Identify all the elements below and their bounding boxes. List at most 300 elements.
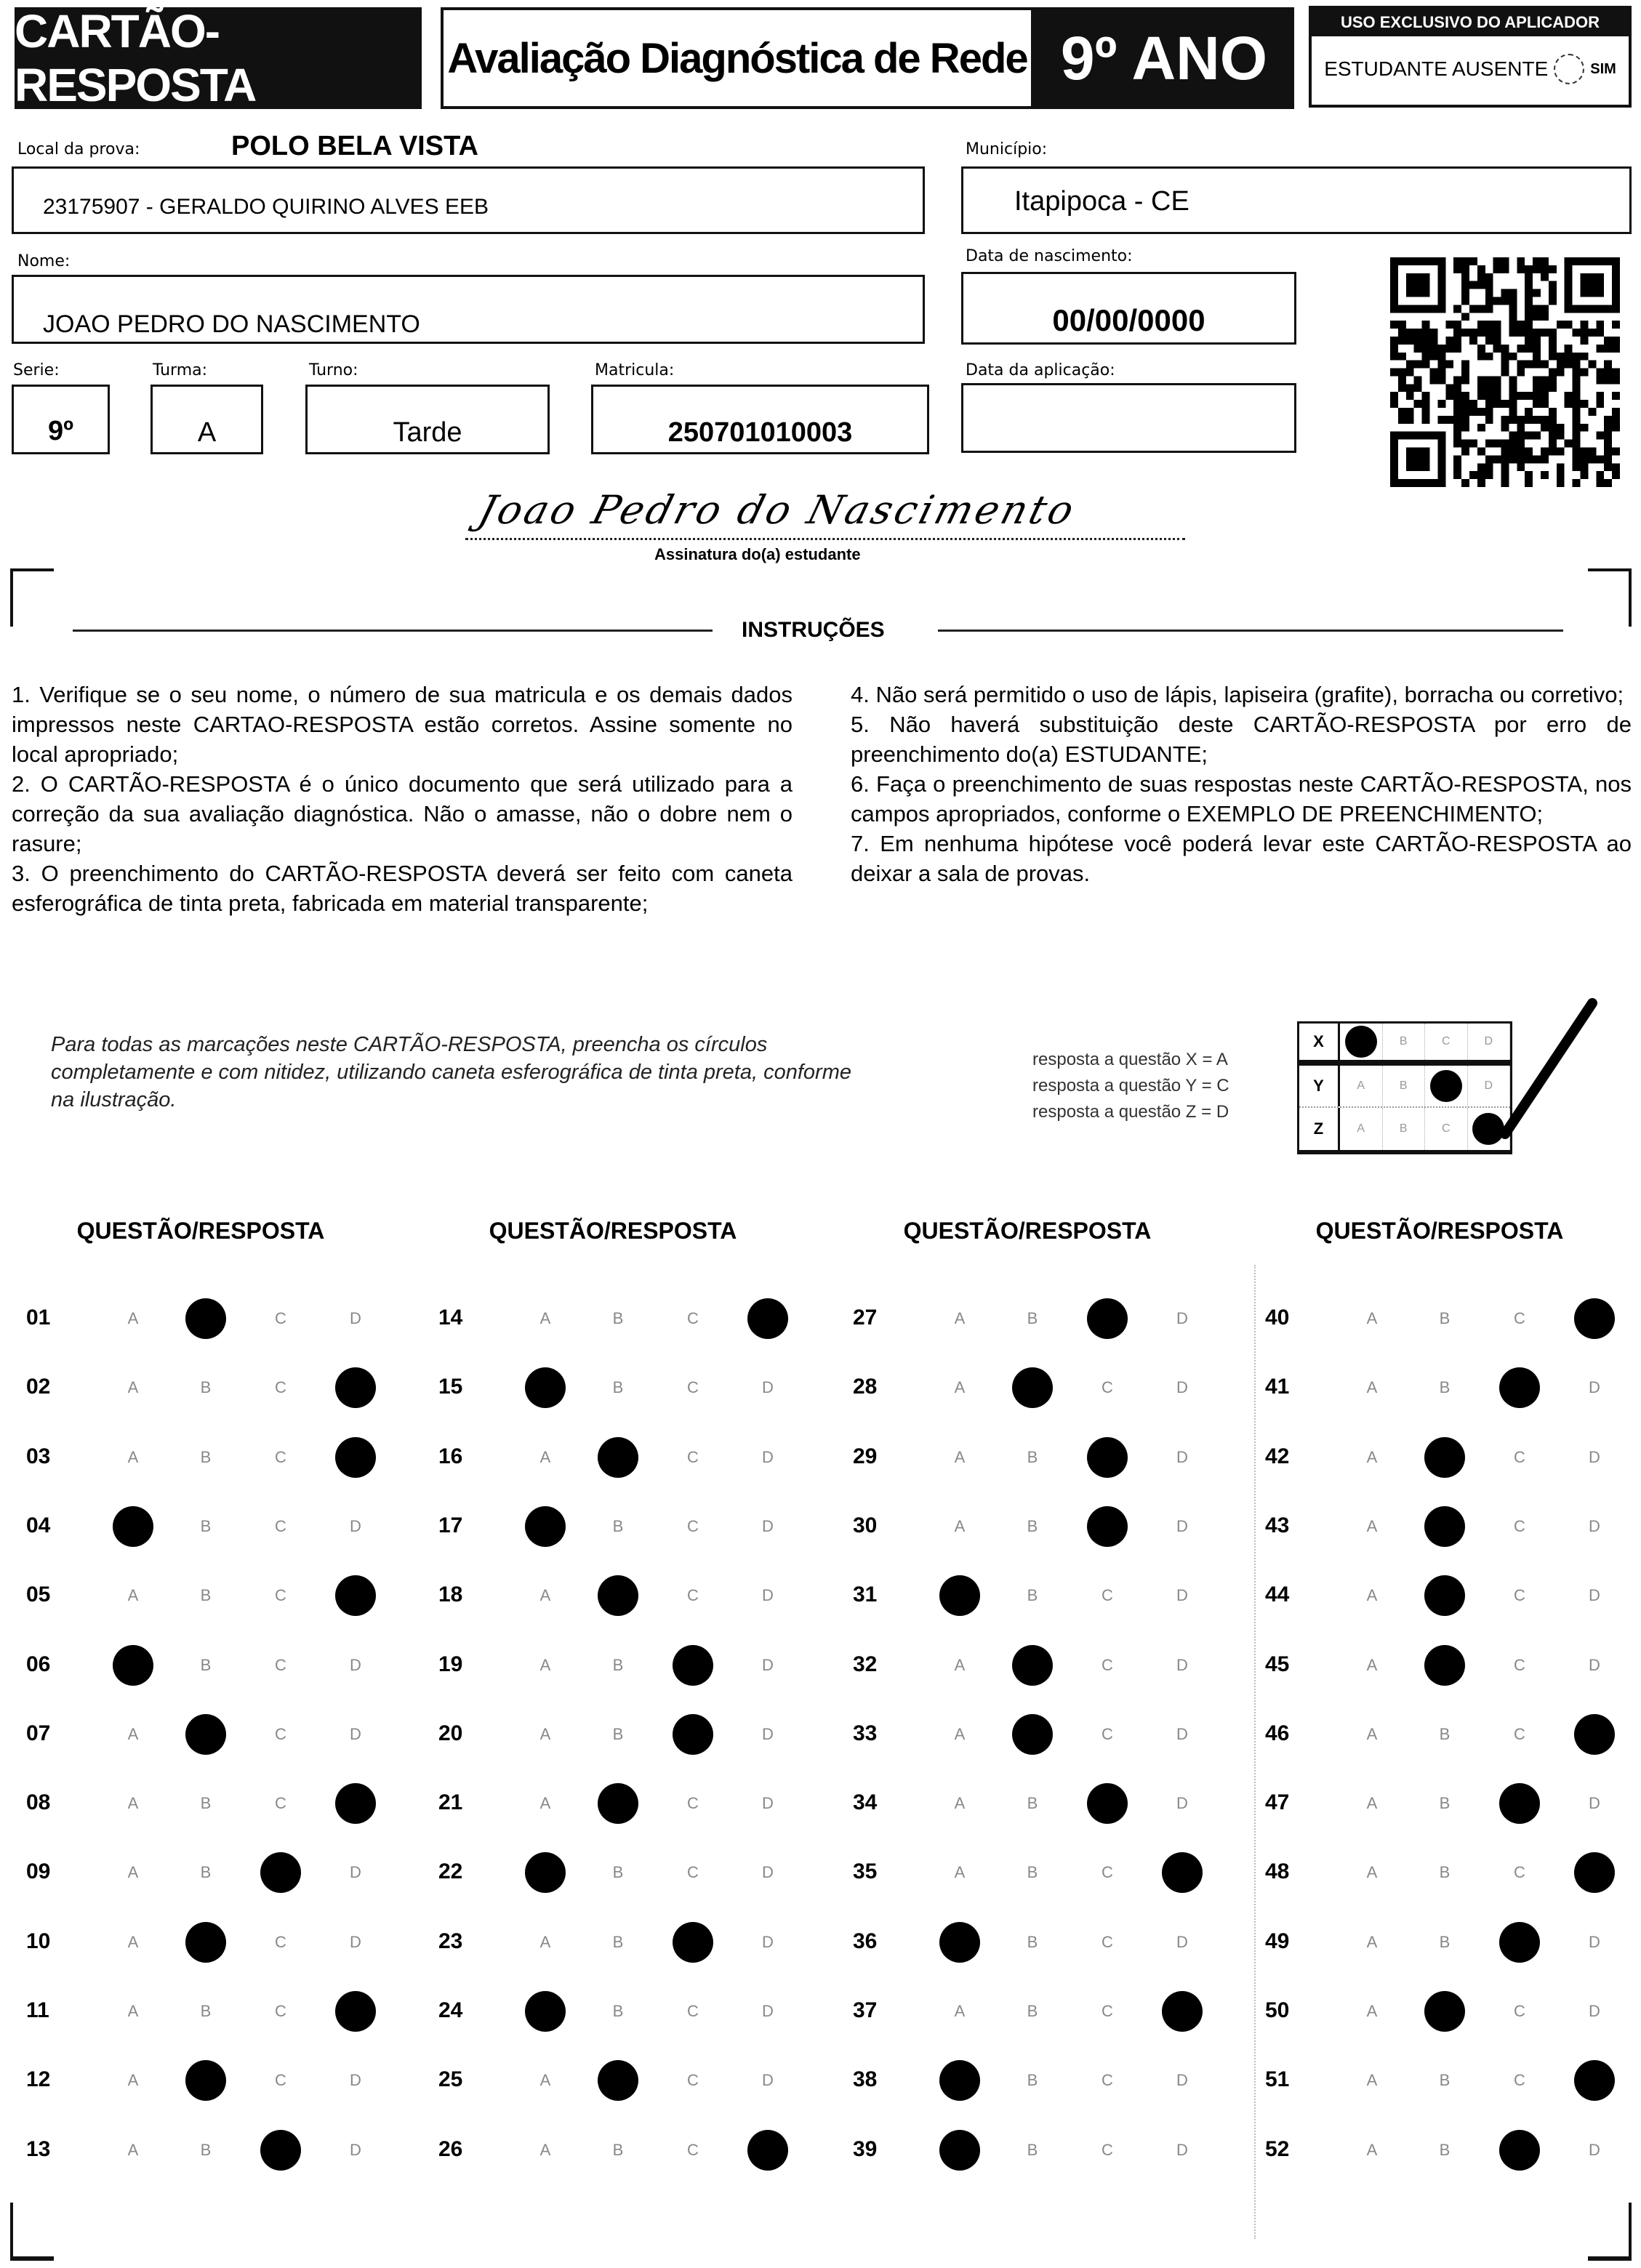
- answer-bubble-c[interactable]: C: [687, 1516, 699, 1535]
- answer-bubble-d[interactable]: D: [1176, 1447, 1188, 1466]
- nome-value: JOAO PEDRO DO NASCIMENTO: [43, 310, 420, 338]
- answer-bubble-d[interactable]: D: [762, 2071, 774, 2090]
- answer-bubble-b[interactable]: B: [1439, 1309, 1451, 1327]
- answer-bubble-d[interactable]: D: [762, 1724, 774, 1743]
- question-number: 17: [438, 1513, 463, 1537]
- answer-bubble-b[interactable]: B: [185, 1714, 226, 1755]
- question-row: [438, 1574, 817, 1617]
- answer-bubble-a[interactable]: A: [954, 1863, 966, 1882]
- question-number: 48: [1265, 1859, 1290, 1884]
- answer-bubble-c[interactable]: C: [687, 1586, 699, 1605]
- answer-bubble-b[interactable]: B: [598, 1783, 638, 1824]
- instruction-item: 5. Não haverá substituição deste CARTÃO-RESPOSTA por erro de preenchimento do(a) ESTUDANTE;: [851, 712, 1632, 767]
- question-number: 49: [1265, 1929, 1290, 1953]
- answer-bubble-c[interactable]: C: [1514, 1516, 1525, 1535]
- answer-bubble-b[interactable]: B: [200, 2140, 212, 2159]
- answer-bubble-b[interactable]: B: [1424, 1506, 1465, 1547]
- instruction-item: 4. Não será permitido o uso de lápis, lapiseira (grafite), borracha ou corretivo;: [851, 682, 1624, 707]
- answer-bubble-d[interactable]: D: [1589, 1794, 1600, 1813]
- answer-bubble-c[interactable]: C: [260, 2130, 301, 2171]
- question-row: [438, 1851, 817, 1894]
- question-row: [853, 2128, 1231, 2172]
- answer-bubble-b[interactable]: B: [1439, 1932, 1451, 1951]
- answer-bubble-c[interactable]: C: [1102, 1932, 1113, 1951]
- answer-bubble-c[interactable]: C: [673, 1922, 713, 1963]
- answer-bubble-b[interactable]: B: [1424, 1991, 1465, 2032]
- column-header: QUESTÃO/RESPOSTA: [76, 1218, 325, 1244]
- answer-bubble-a[interactable]: A: [539, 1655, 551, 1674]
- answers-right-border: [1254, 1265, 1256, 2239]
- answer-bubble-a[interactable]: A: [1366, 1447, 1378, 1466]
- nascimento-value: 00/00/0000: [1052, 303, 1205, 337]
- answer-bubble-b[interactable]: B: [1439, 2140, 1451, 2159]
- answer-bubble-a[interactable]: A: [113, 1506, 153, 1547]
- question-row: [853, 1505, 1231, 1548]
- question-number: 18: [438, 1583, 463, 1607]
- example-bubble: A: [1340, 1108, 1383, 1150]
- answer-bubble-d[interactable]: D: [762, 1863, 774, 1882]
- answer-bubble-d[interactable]: D: [335, 1437, 376, 1478]
- question-row: [438, 1921, 817, 1964]
- answer-bubble-d[interactable]: D: [1176, 1586, 1188, 1605]
- answer-bubble-d[interactable]: D: [1574, 1852, 1615, 1893]
- answer-bubble-a[interactable]: A: [525, 1506, 566, 1547]
- answer-bubble-b[interactable]: B: [612, 1724, 624, 1743]
- answer-bubble-b[interactable]: B: [200, 1655, 212, 1674]
- answer-bubble-a[interactable]: A: [127, 1447, 139, 1466]
- answer-bubble-d[interactable]: D: [1176, 1309, 1188, 1327]
- answer-bubble-c[interactable]: C: [1514, 2002, 1525, 2020]
- answer-bubble-d[interactable]: D: [350, 1932, 361, 1951]
- answer-bubble-a[interactable]: A: [939, 1922, 980, 1963]
- answer-bubble-c[interactable]: C: [687, 1447, 699, 1466]
- answer-bubble-a[interactable]: A: [1366, 1863, 1378, 1882]
- answer-bubble-a[interactable]: A: [939, 1575, 980, 1616]
- answer-bubble-a[interactable]: A: [1366, 2140, 1378, 2159]
- card-title: CARTÃO-RESPOSTA: [15, 7, 422, 109]
- pen-icon: [1483, 996, 1607, 1149]
- answer-bubble-b[interactable]: B: [200, 1378, 212, 1397]
- answer-bubble-b[interactable]: B: [1439, 1378, 1451, 1397]
- answer-bubble-c[interactable]: C: [1102, 1586, 1113, 1605]
- answer-bubble-d[interactable]: D: [762, 1586, 774, 1605]
- question-row: [853, 1644, 1231, 1687]
- answer-bubble-c[interactable]: C: [1102, 1655, 1113, 1674]
- answer-bubble-c[interactable]: C: [673, 1714, 713, 1755]
- answer-bubble-c[interactable]: C: [1499, 1922, 1540, 1963]
- answer-bubble-d[interactable]: D: [762, 2002, 774, 2020]
- example-bubble: D: [1468, 1024, 1511, 1060]
- answer-bubble-c[interactable]: C: [1514, 1724, 1525, 1743]
- answer-bubble-b[interactable]: B: [612, 1309, 624, 1327]
- answer-bubble-c[interactable]: C: [275, 2071, 286, 2090]
- example-bubble: B: [1383, 1066, 1426, 1106]
- answer-bubble-c[interactable]: C: [687, 1378, 699, 1397]
- answer-bubble-a[interactable]: A: [539, 1932, 551, 1951]
- answer-bubble-d[interactable]: D: [350, 1724, 361, 1743]
- question-row: [26, 1921, 404, 1964]
- answer-bubble-b[interactable]: B: [200, 2002, 212, 2020]
- question-number: 16: [438, 1444, 463, 1468]
- answer-bubble-b[interactable]: B: [1439, 2071, 1451, 2090]
- answer-bubble-c[interactable]: C: [275, 2002, 286, 2020]
- answer-bubble-d[interactable]: D: [762, 1655, 774, 1674]
- answer-bubble-c[interactable]: C: [275, 1724, 286, 1743]
- question-number: 37: [853, 1998, 878, 2022]
- answer-bubble-a[interactable]: A: [954, 1655, 966, 1674]
- question-row: [853, 1574, 1231, 1617]
- answer-bubble-a[interactable]: A: [539, 2140, 551, 2159]
- question-number: 26: [438, 2136, 463, 2161]
- answer-bubble-d[interactable]: D: [1176, 1378, 1188, 1397]
- answer-bubble-b[interactable]: B: [612, 1932, 624, 1951]
- answer-bubble-a[interactable]: A: [1366, 1516, 1378, 1535]
- answer-bubble-a[interactable]: A: [1366, 1309, 1378, 1327]
- answer-bubble-b[interactable]: B: [200, 1794, 212, 1813]
- answer-bubble-b[interactable]: B: [185, 1922, 226, 1963]
- absent-label: ESTUDANTE AUSENTE: [1324, 57, 1549, 80]
- answer-bubble-a[interactable]: A: [1366, 1378, 1378, 1397]
- example-text: Para todas as marcações neste CARTÃO-RESPOSTA, preencha os círculos completamente e com nitidez, utilizando caneta esferográfica de tinta preta, conforme na ilustração.: [51, 1033, 851, 1111]
- question-number: 22: [438, 1859, 463, 1884]
- answer-bubble-c[interactable]: C: [1102, 1863, 1113, 1882]
- answer-bubble-a[interactable]: A: [954, 1447, 966, 1466]
- signature: Joao Pedro do Nascimento: [473, 487, 1082, 533]
- answer-bubble-d[interactable]: D: [762, 1447, 774, 1466]
- answer-bubble-a[interactable]: A: [1366, 2071, 1378, 2090]
- answer-bubble-a[interactable]: A: [127, 1794, 139, 1813]
- answer-bubble-a[interactable]: A: [939, 2130, 980, 2171]
- answer-bubble-a[interactable]: A: [525, 1991, 566, 2032]
- answer-bubble-c[interactable]: C: [1102, 2140, 1113, 2159]
- answer-bubble-d[interactable]: D: [1589, 1586, 1600, 1605]
- question-number: 25: [438, 2067, 463, 2092]
- answer-bubble-d[interactable]: D: [1176, 1516, 1188, 1535]
- answer-bubble-b[interactable]: B: [200, 1586, 212, 1605]
- answer-bubble-a[interactable]: A: [539, 1724, 551, 1743]
- answer-bubble-b[interactable]: B: [1424, 1645, 1465, 1686]
- answer-bubble-d[interactable]: D: [1574, 1714, 1615, 1755]
- answer-bubble-c[interactable]: C: [275, 1378, 286, 1397]
- answer-bubble-c[interactable]: C: [687, 1863, 699, 1882]
- answer-bubble-c[interactable]: C: [1514, 1655, 1525, 1674]
- example-bubble: A: [1340, 1066, 1383, 1106]
- answer-bubble-a[interactable]: A: [539, 1447, 551, 1466]
- answer-bubble-d[interactable]: D: [335, 1575, 376, 1616]
- answer-bubble-d[interactable]: D: [1176, 1932, 1188, 1951]
- answer-bubble-b[interactable]: B: [1027, 1516, 1038, 1535]
- answer-bubble-d[interactable]: D: [762, 1378, 774, 1397]
- question-number: 44: [1265, 1583, 1290, 1607]
- answer-bubble-a[interactable]: A: [113, 1645, 153, 1686]
- answer-bubble-d[interactable]: D: [1574, 1298, 1615, 1339]
- answer-bubble-c[interactable]: C: [673, 1645, 713, 1686]
- answer-bubble-c[interactable]: C: [687, 2140, 699, 2159]
- question-number: 15: [438, 1375, 463, 1399]
- question-number: 47: [1265, 1790, 1290, 1815]
- question-row: [853, 1713, 1231, 1756]
- answer-bubble-d[interactable]: D: [1574, 2060, 1615, 2101]
- answer-bubble-c[interactable]: C: [275, 1794, 286, 1813]
- answer-bubble-d[interactable]: D: [1176, 2071, 1188, 2090]
- question-row: [438, 2059, 817, 2102]
- example-lines: [1032, 1047, 1229, 1125]
- answer-bubble-b[interactable]: B: [612, 2002, 624, 2020]
- answer-bubble-d[interactable]: D: [1176, 1794, 1188, 1813]
- answer-bubble-b[interactable]: B: [1027, 1794, 1038, 1813]
- question-row: [1265, 1851, 1641, 1894]
- answer-bubble-a[interactable]: A: [127, 1932, 139, 1951]
- answer-bubble-d[interactable]: D: [350, 2071, 361, 2090]
- answer-bubble-b[interactable]: B: [1012, 1714, 1053, 1755]
- divider: [73, 630, 713, 632]
- turma-field: [151, 385, 263, 454]
- answer-bubble-a[interactable]: A: [1366, 1655, 1378, 1674]
- answer-bubble-a[interactable]: A: [1366, 2002, 1378, 2020]
- answer-bubble-b[interactable]: B: [598, 1437, 638, 1478]
- answer-bubble-d[interactable]: D: [747, 2130, 788, 2171]
- answer-bubble-d[interactable]: D: [335, 1991, 376, 2032]
- applicator-box: [1309, 6, 1632, 108]
- answer-bubble-c[interactable]: C: [687, 1794, 699, 1813]
- turno-value: Tarde: [393, 417, 462, 448]
- municipio-label: Município:: [966, 140, 1048, 158]
- answer-bubble-c[interactable]: C: [275, 1516, 286, 1535]
- answer-bubble-b[interactable]: B: [1439, 1724, 1451, 1743]
- question-number: 50: [1265, 1998, 1290, 2022]
- question-number: 36: [853, 1929, 878, 1953]
- answer-bubble-a[interactable]: A: [954, 1516, 966, 1535]
- answer-bubble-b[interactable]: B: [598, 1575, 638, 1616]
- answer-bubble-c[interactable]: C: [1087, 1783, 1128, 1824]
- answer-bubble-c[interactable]: C: [275, 1447, 286, 1466]
- instruction-item: 1. Verifique se o seu nome, o número de sua matricula e os demais dados impressos neste CARTAO-RESPOSTA estão corretos. Assine somente no local apropriado;: [12, 682, 793, 767]
- answer-bubble-c[interactable]: C: [1102, 2002, 1113, 2020]
- answer-bubble-a[interactable]: A: [127, 1724, 139, 1743]
- answer-bubble-a[interactable]: A: [127, 2071, 139, 2090]
- answer-bubble-c[interactable]: C: [260, 1852, 301, 1893]
- answer-bubble-a[interactable]: A: [539, 2071, 551, 2090]
- answer-bubble-b[interactable]: B: [612, 1378, 624, 1397]
- answer-bubble-b[interactable]: B: [1439, 1863, 1451, 1882]
- question-number: 29: [853, 1444, 878, 1468]
- answer-bubble-c[interactable]: C: [1514, 1447, 1525, 1466]
- answer-bubble-a[interactable]: A: [539, 1794, 551, 1813]
- answer-bubble-a[interactable]: A: [939, 2060, 980, 2101]
- answer-bubble-d[interactable]: D: [1589, 1447, 1600, 1466]
- answer-bubble-b[interactable]: B: [1027, 1586, 1038, 1605]
- question-row: [26, 1574, 404, 1617]
- question-row: [1265, 1366, 1641, 1410]
- answer-bubble-a[interactable]: A: [1366, 1586, 1378, 1605]
- answer-bubble-a[interactable]: A: [127, 1863, 139, 1882]
- answer-bubble-d[interactable]: D: [1162, 1991, 1203, 2032]
- answer-bubble-c[interactable]: C: [275, 1932, 286, 1951]
- answer-bubble-d[interactable]: D: [350, 2140, 361, 2159]
- answer-bubble-c[interactable]: C: [1514, 2071, 1525, 2090]
- answer-bubble-d[interactable]: D: [350, 1516, 361, 1535]
- question-row: [853, 1366, 1231, 1410]
- answer-bubble-b[interactable]: B: [1027, 1932, 1038, 1951]
- question-number: 03: [26, 1444, 51, 1468]
- answer-bubble-c[interactable]: C: [1514, 1309, 1525, 1327]
- answer-bubble-d[interactable]: D: [747, 1298, 788, 1339]
- question-row: [438, 1990, 817, 2033]
- answer-bubble-d[interactable]: D: [1589, 2140, 1600, 2159]
- answer-bubble-b[interactable]: B: [185, 1298, 226, 1339]
- answer-bubble-b[interactable]: B: [598, 2060, 638, 2101]
- question-number: 04: [26, 1513, 51, 1537]
- answer-bubble-d[interactable]: D: [1589, 1932, 1600, 1951]
- answer-bubble-a[interactable]: A: [127, 1586, 139, 1605]
- instruction-item: 7. Em nenhuma hipótese você poderá levar este CARTÃO-RESPOSTA ao deixar a sala de provas.: [851, 831, 1632, 886]
- exam-title: Avaliação Diagnóstica de Rede: [441, 7, 1034, 109]
- answer-bubble-d[interactable]: D: [1176, 1655, 1188, 1674]
- question-number: 21: [438, 1790, 463, 1815]
- answer-bubble-d[interactable]: D: [762, 1932, 774, 1951]
- answer-bubble-c[interactable]: C: [1499, 2130, 1540, 2171]
- answer-bubble-d[interactable]: D: [350, 1655, 361, 1674]
- answer-bubble-d[interactable]: D: [762, 1516, 774, 1535]
- answer-bubble-d[interactable]: D: [1589, 1655, 1600, 1674]
- frame-corner: [10, 2203, 54, 2261]
- answer-bubble-b[interactable]: B: [612, 2140, 624, 2159]
- frame-corner: [10, 568, 54, 627]
- example-question: Z: [1299, 1108, 1340, 1150]
- answer-bubble-c[interactable]: C: [275, 1309, 286, 1327]
- answer-bubble-b[interactable]: B: [200, 1447, 212, 1466]
- example-question: X: [1299, 1024, 1340, 1060]
- answer-bubble-d[interactable]: D: [335, 1783, 376, 1824]
- question-number: 07: [26, 1721, 51, 1745]
- answer-bubble-a[interactable]: A: [954, 1309, 966, 1327]
- answer-bubble-c[interactable]: C: [1514, 1586, 1525, 1605]
- answer-bubble-c[interactable]: C: [1499, 1367, 1540, 1408]
- absent-bubble[interactable]: [1554, 54, 1584, 84]
- answer-bubble-c[interactable]: C: [1499, 1783, 1540, 1824]
- aplicacao-field: [961, 383, 1296, 453]
- question-row: [853, 1851, 1231, 1894]
- answer-bubble-d[interactable]: D: [1176, 1724, 1188, 1743]
- answer-bubble-b[interactable]: B: [1012, 1367, 1053, 1408]
- answer-bubble-c[interactable]: C: [1087, 1506, 1128, 1547]
- turno-field: [305, 385, 550, 454]
- example-grid: [1297, 1021, 1512, 1154]
- answer-bubble-a[interactable]: A: [525, 1367, 566, 1408]
- answer-bubble-c[interactable]: C: [687, 1309, 699, 1327]
- question-row: [1265, 1990, 1641, 2033]
- question-row: [1265, 1713, 1641, 1756]
- answer-bubble-d[interactable]: D: [335, 1367, 376, 1408]
- question-row: [438, 2128, 817, 2172]
- answer-bubble-a[interactable]: A: [539, 1309, 551, 1327]
- instructions-title: INSTRUÇÕES: [742, 618, 885, 642]
- column-header: QUESTÃO/RESPOSTA: [1315, 1218, 1564, 1244]
- answer-bubble-a[interactable]: A: [954, 1724, 966, 1743]
- answer-bubble-c[interactable]: C: [1102, 1724, 1113, 1743]
- turma-label: Turma:: [153, 361, 208, 379]
- example-bubble: C: [1425, 1108, 1468, 1150]
- question-number: 33: [853, 1721, 878, 1745]
- answer-bubble-b[interactable]: B: [1027, 2140, 1038, 2159]
- answer-bubble-a[interactable]: A: [1366, 1932, 1378, 1951]
- nome-field: [12, 275, 925, 344]
- answer-bubble-b[interactable]: B: [185, 2060, 226, 2101]
- instruction-item: 3. O preenchimento do CARTÃO-RESPOSTA deverá ser feito com caneta esferográfica de tinta preta, fabricada em material transparente;: [12, 861, 793, 916]
- question-number: 41: [1265, 1375, 1290, 1399]
- answer-bubble-b[interactable]: B: [612, 1655, 624, 1674]
- answer-bubble-c[interactable]: C: [687, 2002, 699, 2020]
- answer-bubble-d[interactable]: D: [1589, 1516, 1600, 1535]
- answer-bubble-c[interactable]: C: [1102, 2071, 1113, 2090]
- answer-bubble-a[interactable]: A: [127, 2140, 139, 2159]
- municipio-field: [961, 166, 1632, 234]
- answer-bubble-d[interactable]: D: [1176, 2140, 1188, 2159]
- question-row: [853, 1921, 1231, 1964]
- answer-bubble-a[interactable]: A: [127, 1309, 139, 1327]
- answer-bubble-a[interactable]: A: [954, 1378, 966, 1397]
- answer-bubble-a[interactable]: A: [525, 1852, 566, 1893]
- answer-bubble-a[interactable]: A: [954, 1794, 966, 1813]
- answer-bubble-b[interactable]: B: [1027, 1309, 1038, 1327]
- question-number: 13: [26, 2136, 51, 2161]
- answer-bubble-a[interactable]: A: [1366, 1724, 1378, 1743]
- answer-bubble-b[interactable]: B: [612, 1863, 624, 1882]
- answer-bubble-c[interactable]: C: [1087, 1298, 1128, 1339]
- answer-bubble-b[interactable]: B: [1439, 1794, 1451, 1813]
- grade-badge: 9º ANO: [1034, 7, 1294, 109]
- question-row: [26, 1851, 404, 1894]
- answer-bubble-d[interactable]: D: [762, 1794, 774, 1813]
- answer-bubble-b[interactable]: B: [612, 1516, 624, 1535]
- matricula-field: [591, 385, 929, 454]
- answer-bubble-b[interactable]: B: [1027, 2071, 1038, 2090]
- answer-bubble-d[interactable]: D: [350, 1309, 361, 1327]
- answer-bubble-d[interactable]: D: [1589, 1378, 1600, 1397]
- answer-bubble-c[interactable]: C: [1514, 1863, 1525, 1882]
- answer-bubble-d[interactable]: D: [350, 1863, 361, 1882]
- matricula-label: Matricula:: [595, 361, 675, 379]
- answer-bubble-c[interactable]: C: [1087, 1437, 1128, 1478]
- answer-bubble-c[interactable]: C: [275, 1586, 286, 1605]
- answer-bubble-b[interactable]: B: [1027, 1863, 1038, 1882]
- answer-bubble-b[interactable]: B: [1424, 1575, 1465, 1616]
- answer-bubble-c[interactable]: C: [687, 2071, 699, 2090]
- school-value: 23175907 - GERALDO QUIRINO ALVES EEB: [43, 195, 489, 219]
- applicator-title: USO EXCLUSIVO DO APLICADOR: [1312, 9, 1629, 36]
- answer-bubble-d[interactable]: D: [1589, 2002, 1600, 2020]
- question-row: [26, 2059, 404, 2102]
- answer-bubble-b[interactable]: B: [1027, 2002, 1038, 2020]
- example-line: resposta a questão X = A: [1032, 1050, 1228, 1069]
- answer-bubble-d[interactable]: D: [1162, 1852, 1203, 1893]
- answer-bubble-a[interactable]: A: [1366, 1794, 1378, 1813]
- answer-bubble-c[interactable]: C: [275, 1655, 286, 1674]
- answer-bubble-a[interactable]: A: [127, 1378, 139, 1397]
- answer-bubble-b[interactable]: B: [1012, 1645, 1053, 1686]
- signature-label: Assinatura do(a) estudante: [654, 545, 861, 563]
- answer-bubble-a[interactable]: A: [127, 2002, 139, 2020]
- answer-bubble-a[interactable]: A: [539, 1586, 551, 1605]
- answer-bubble-c[interactable]: C: [1102, 1378, 1113, 1397]
- answer-bubble-b[interactable]: B: [1027, 1447, 1038, 1466]
- column-header: QUESTÃO/RESPOSTA: [489, 1218, 737, 1244]
- answer-bubble-a[interactable]: A: [954, 2002, 966, 2020]
- question-number: 40: [1265, 1306, 1290, 1330]
- answer-bubble-b[interactable]: B: [200, 1516, 212, 1535]
- answer-bubble-b[interactable]: B: [1424, 1437, 1465, 1478]
- answer-bubble-b[interactable]: B: [200, 1863, 212, 1882]
